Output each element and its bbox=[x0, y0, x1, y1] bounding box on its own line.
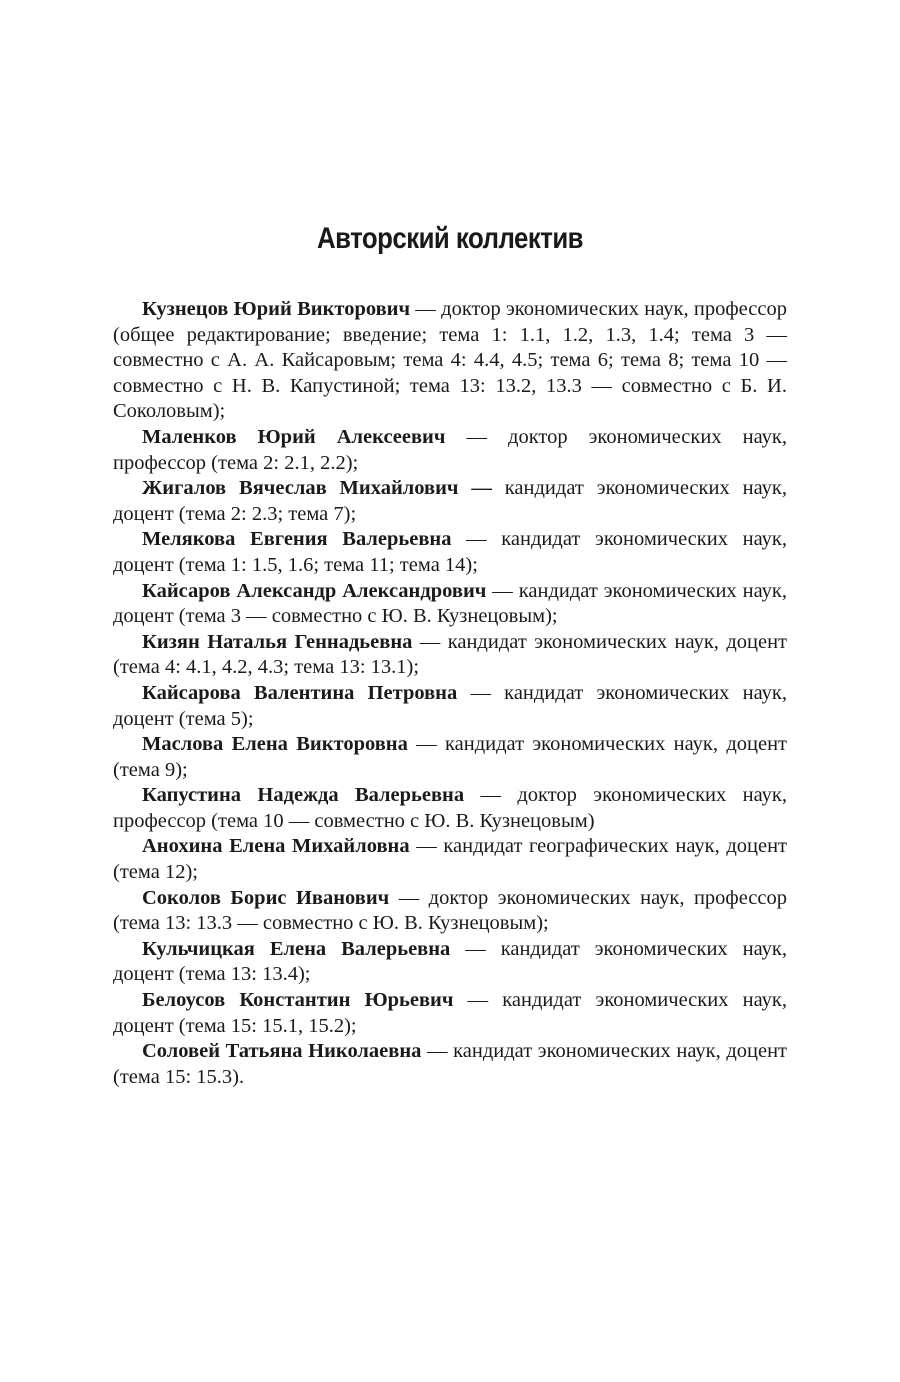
author-entry bbox=[113, 732, 787, 783]
author-name: Кузнецов Юрий Викторович bbox=[142, 298, 411, 320]
author-name: Анохина Елена Михайловна bbox=[142, 835, 410, 858]
author-description: — кандидат экономических наук, доцент (тема 15: 15.1, 15.2); bbox=[113, 989, 787, 1037]
author-name: Белоусов Константин Юрьевич bbox=[142, 989, 454, 1012]
author-name: Кизян Наталья Геннадьевна bbox=[142, 630, 413, 653]
author-entry bbox=[113, 297, 787, 425]
author-description: — кандидат экономических наук, доцент (тема 15: 15.3). bbox=[113, 1040, 787, 1088]
author-description: — доктор экономических наук, профессор (тема 2: 2.1, 2.2); bbox=[113, 425, 787, 474]
author-description: — кандидат экономических наук, доцент (тема 1: 1.5, 1.6; тема 11; тема 14); bbox=[113, 528, 787, 576]
authors-list bbox=[113, 297, 787, 1090]
author-name: Капустина Надежда Валерьевна bbox=[142, 784, 465, 807]
author-entry bbox=[113, 476, 787, 527]
author-name: Мелякова Евгения Валерьевна bbox=[142, 528, 452, 551]
author-entry bbox=[113, 886, 787, 937]
author-entry bbox=[113, 937, 787, 988]
author-name: Кайсарова Валентина Петровна bbox=[142, 681, 458, 704]
author-entry bbox=[113, 579, 787, 630]
author-entry bbox=[113, 527, 787, 578]
author-description: — доктор экономических наук, профессор (общее редактирование; введение; тема 1: 1.1, 1.2, 1.3, 1.4; тема 3 — совместно с А. А. Кайсаровым; тема 4: 4.4, 4.5; тема 6; тема 8; тема 10 — совместно с Н. В. Капустиной; тема 13: 13.2, 13.3 — совместно с Б. И. Соколовым); bbox=[113, 298, 787, 423]
author-entry bbox=[113, 425, 787, 476]
page-title: Авторский коллектив bbox=[316, 222, 584, 255]
author-entry bbox=[113, 1039, 787, 1090]
author-description: — кандидат экономических наук, доцент (тема 3 — совместно с Ю. В. Кузнецовым); bbox=[113, 579, 787, 628]
author-description: — доктор экономических наук, профессор (тема 13: 13.3 — совместно с Ю. В. Кузнецовым); bbox=[113, 886, 788, 935]
author-name: Кайсаров Александр Александрович bbox=[142, 579, 487, 602]
author-description: — кандидат экономических наук, доцент (тема 4: 4.1, 4.2, 4.3; тема 13: 13.1); bbox=[113, 630, 788, 679]
author-entry bbox=[113, 834, 787, 885]
author-name: Кульчицкая Елена Валерьевна bbox=[142, 937, 451, 960]
author-entry bbox=[113, 783, 787, 834]
author-name: Жигалов Вячеслав Михайлович — bbox=[142, 477, 492, 500]
author-description: — кандидат экономических наук, доцент (тема 5); bbox=[113, 681, 787, 730]
author-description: — доктор экономических наук, профессор (тема 10 — совместно с Ю. В. Кузнецовым) bbox=[113, 784, 787, 832]
author-description: кандидат экономических наук, доцент (тема 2: 2.3; тема 7); bbox=[113, 477, 787, 525]
author-name: Маленков Юрий Алексеевич bbox=[142, 425, 446, 448]
author-entry bbox=[113, 630, 787, 681]
author-description: — кандидат географических наук, доцент (тема 12); bbox=[113, 835, 787, 884]
author-name: Маслова Елена Викторовна bbox=[142, 733, 408, 756]
author-description: — кандидат экономических наук, доцент (тема 13: 13.4); bbox=[113, 937, 787, 986]
author-entry bbox=[113, 681, 787, 732]
author-description: — кандидат экономических наук, доцент (тема 9); bbox=[113, 733, 788, 781]
author-name: Соловей Татьяна Николаевна bbox=[142, 1040, 422, 1063]
author-entry bbox=[113, 988, 787, 1039]
author-name: Соколов Борис Иванович bbox=[142, 886, 390, 909]
